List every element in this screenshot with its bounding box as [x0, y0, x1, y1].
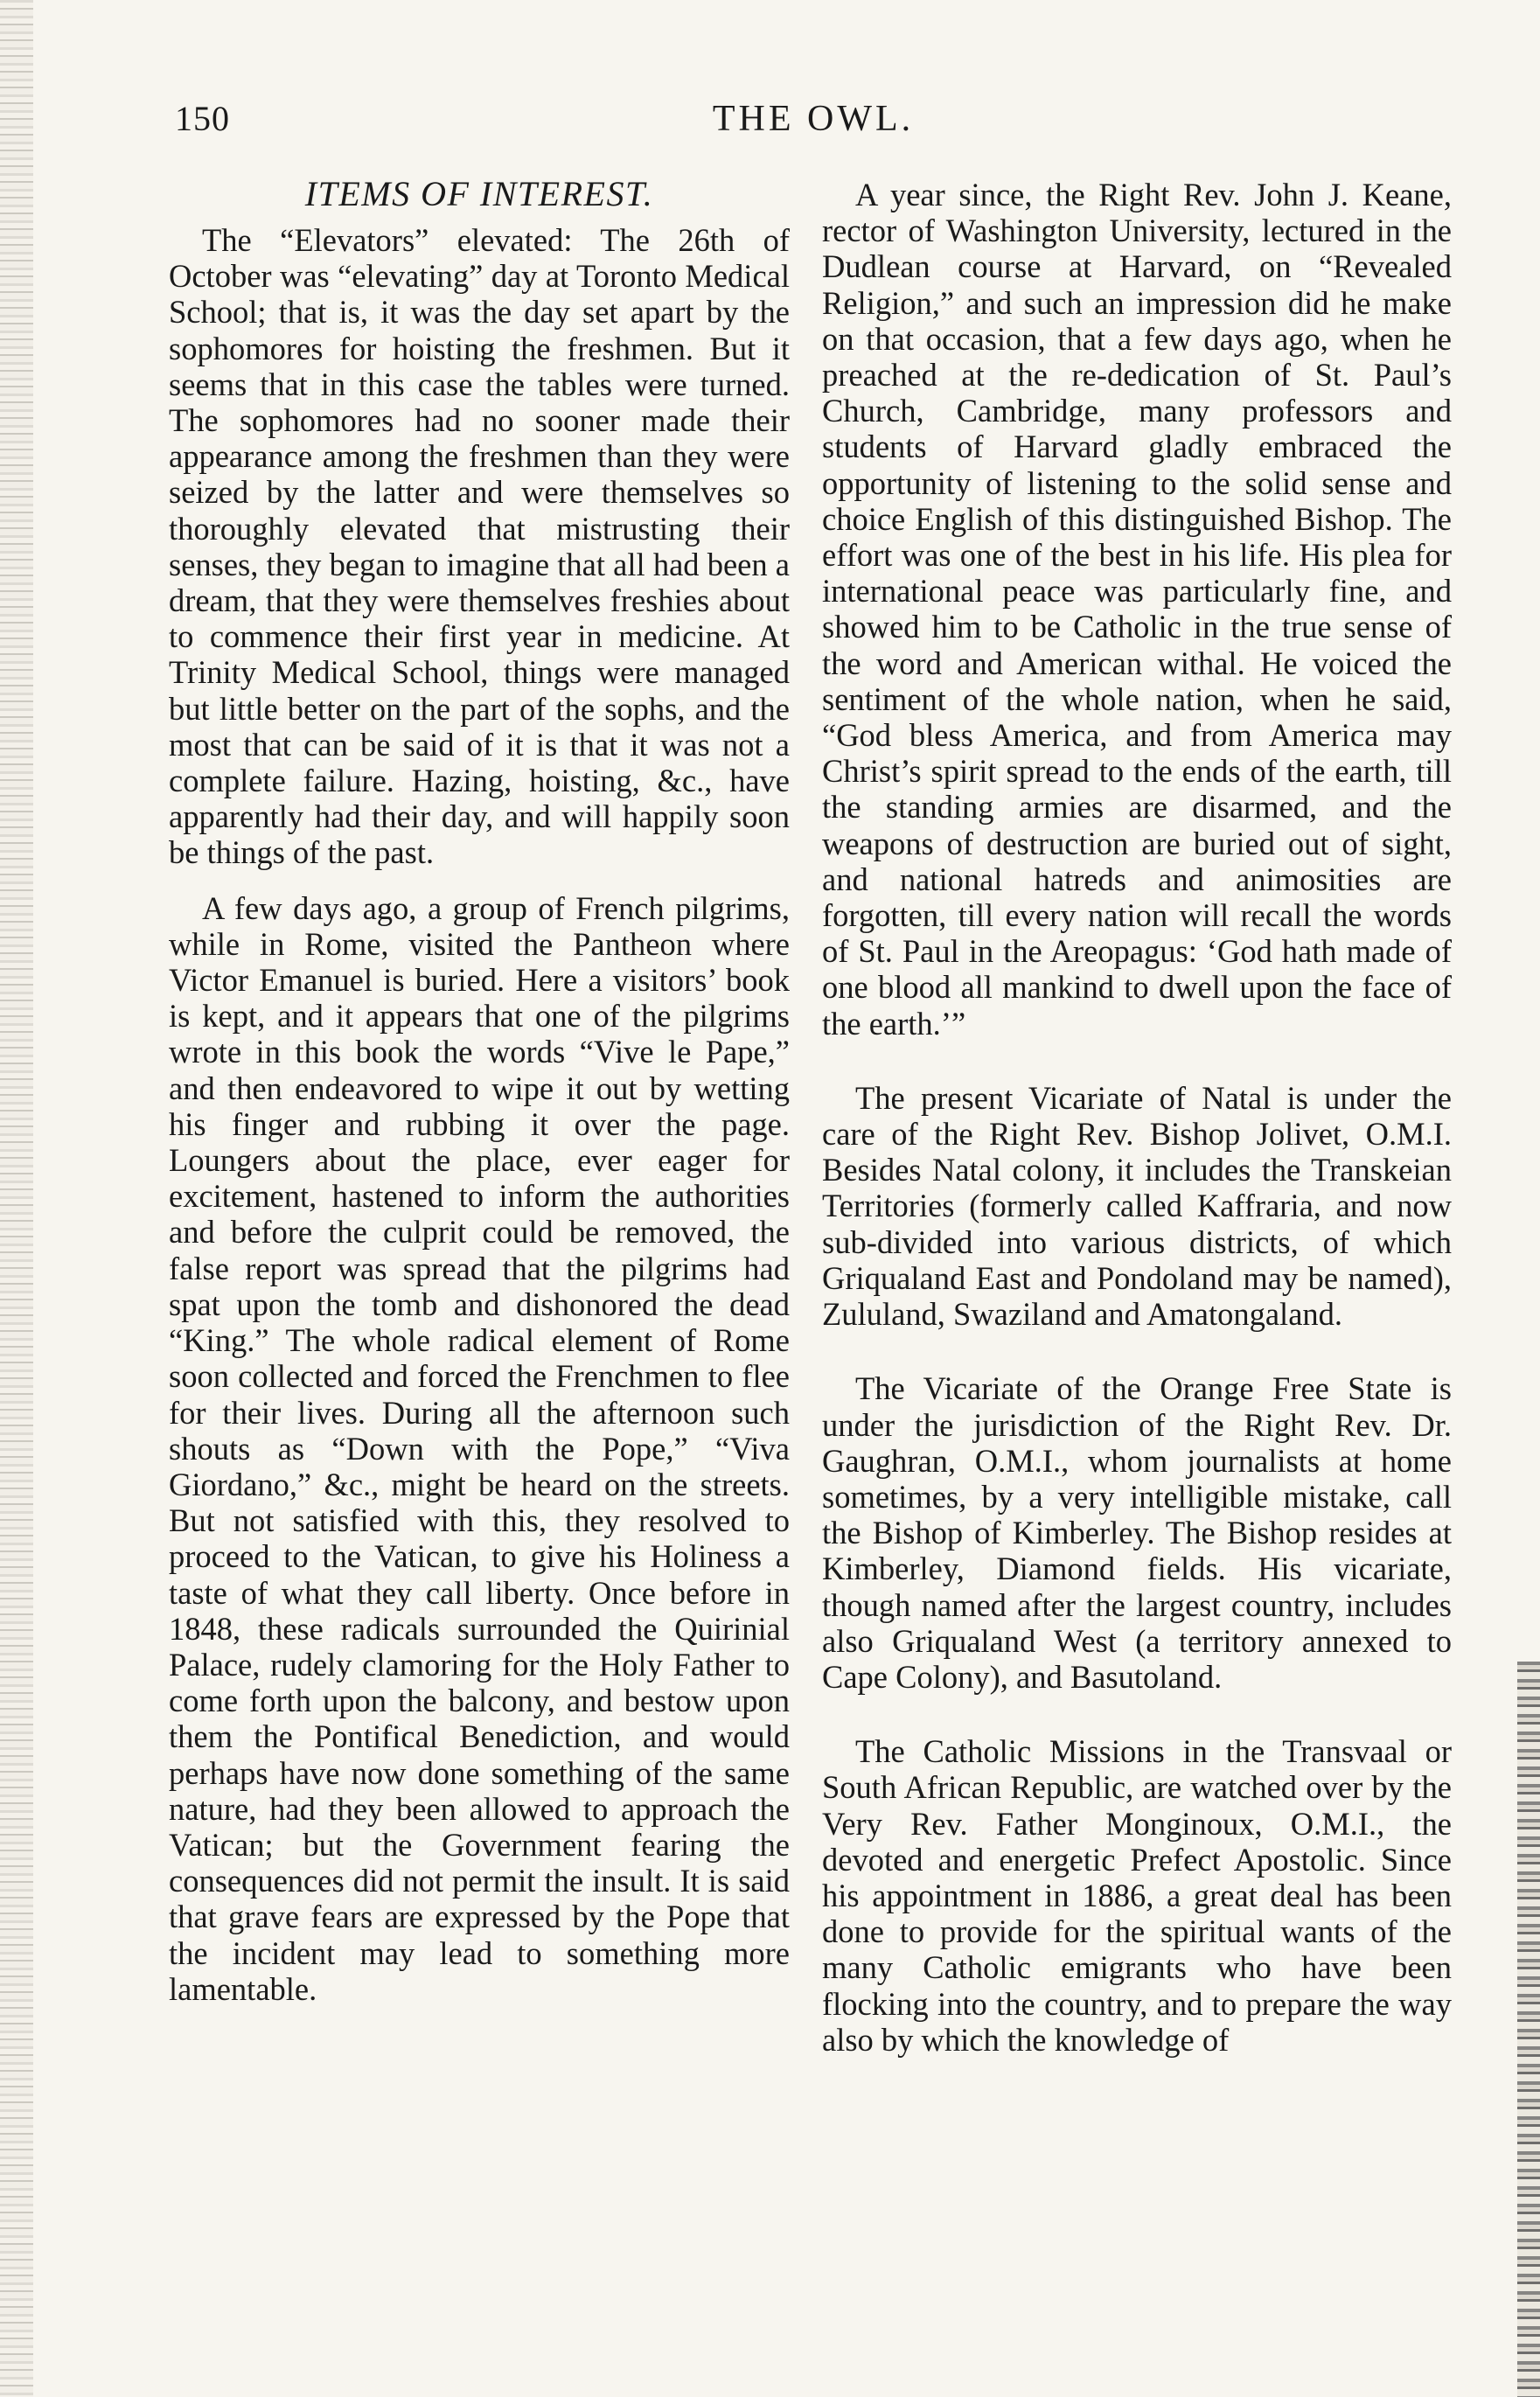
left-column [169, 175, 790, 2007]
section-heading: ITEMS OF INTEREST. [304, 174, 654, 213]
paragraph-natal: The present Vicariate of Natal is under the care of the Right Rev. Bishop Jolivet, O.M.I. Besides Natal colony, it includes the Transkeian Territories (formerly called Kaffraria, and now sub-divided into various districts, of which Griqualand East and Pondoland may be named), Zululand, Swaziland and Amatongaland. [822, 1079, 1452, 1333]
page-number: 150 [175, 99, 230, 138]
paragraph-transvaal: The Catholic Missions in the Transvaal or South African Republic, are watched over by the Very Rev. Father Monginoux, O.M.I., the devoted and energetic Prefect Apostolic. Since his appointment in 1886, a great deal has been done to provide for the spiritual wants of the many Catholic emigrants who have been flocking into the country, and to prepare the way also by which the knowledge of [822, 1733, 1452, 2058]
scan-edge-right [1517, 1662, 1540, 2397]
running-head [175, 98, 1452, 150]
journal-title: THE OWL. [712, 99, 915, 139]
paragraph-orange-free-state: The Vicariate of the Orange Free State is under the jurisdiction of the Right Rev. Dr. Gaughran, O.M.I., whom journalists at home sometimes, by a very intelligible mistake, call the Bishop of Kimberley. The Bishop resides at Kimberley, Diamond fields. His vicariate, though named after the largest country, includes also Griqualand West (a territory annexed to Cape Colony), and Basutoland. [822, 1370, 1452, 1695]
right-column [822, 177, 1452, 2058]
paragraph-elevators: The “Elevators” elevated: The 26th of October was “elevating” day at Toronto Medical School; that is, it was the day set apart by the sophomores for hoisting the freshmen. But it seems that in this case the tables were turned. The sophomores had no sooner made their appearance among the freshmen than they were seized by the latter and were themselves so thoroughly elevated that mistrusting their senses, they began to imagine that all had been a dream, that they were themselves freshies about to commence their first year in medicine. At Trinity Medical School, things were managed but little better on the part of the sophs, and the most that can be said of it is that it was not a complete failure. Hazing, hoisting, &c., have apparently had their day, and will happily soon be things of the past. [169, 222, 790, 871]
scan-edge-left [0, 0, 33, 2397]
paragraph-keane: A year since, the Right Rev. John J. Keane, rector of Washington University, lectured in the Dudlean course at Harvard, on “Revealed Religion,” and such an impression did he make on that occasion, that a few days ago, when he preached at the re-dedication of St. Paul’s Church, Cambridge, many professors and students of Harvard gladly embraced the opportunity of listening to the solid sense and choice English of this distinguished Bishop. The effort was one of the best in his life. His plea for international peace was particularly fine, and showed him to be Catholic in the true sense of the word and American withal. He voiced the sentiment of the whole nation, when he said, “God bless America, and from America may Christ’s spirit spread to the ends of the earth, till the standing armies are disarmed, and the weapons of destruction are buried out of sight, and national hatreds and animosities are forgotten, till every nation will recall the words of St. Paul in the Areopagus: ‘God hath made of one blood all mankind to dwell upon the face of the earth.’” [822, 177, 1452, 1042]
paragraph-pilgrims: A few days ago, a group of French pilgrims, while in Rome, visited the Pantheon where Victor Emanuel is buried. Here a visitors’ book is kept, and it appears that one of the pilgrims wrote in this book the words “Vive le Pape,” and then endeavored to wipe it out by wetting his finger and rubbing it over the page. Loungers about the place, ever eager for excitement, hastened to inform the authorities and before the culprit could be removed, the false report was spread that the pilgrims had spat upon the tomb and dishonored the dead “King.” The whole radical element of Rome soon collected and forced the Frenchmen to flee for their lives. During all the afternoon such shouts as “Down with the Pope,” “Viva Giordano,” &c., might be heard on the streets. But not satisfied with this, they resolved to proceed to the Vatican, to give his Holiness a taste of what they call liberty. Once before in 1848, these radicals surrounded the Quirinial Palace, rudely clamoring for the Holy Father to come forth upon the balcony, and bestow upon them the Pontifical Benediction, and would perhaps have now done something of the same nature, had they been allowed to approach the Vatican; but the Government fearing the consequences did not permit the insult. It is said that grave fears are expressed by the Pope that the incident may lead to something more lamentable. [169, 889, 790, 2007]
